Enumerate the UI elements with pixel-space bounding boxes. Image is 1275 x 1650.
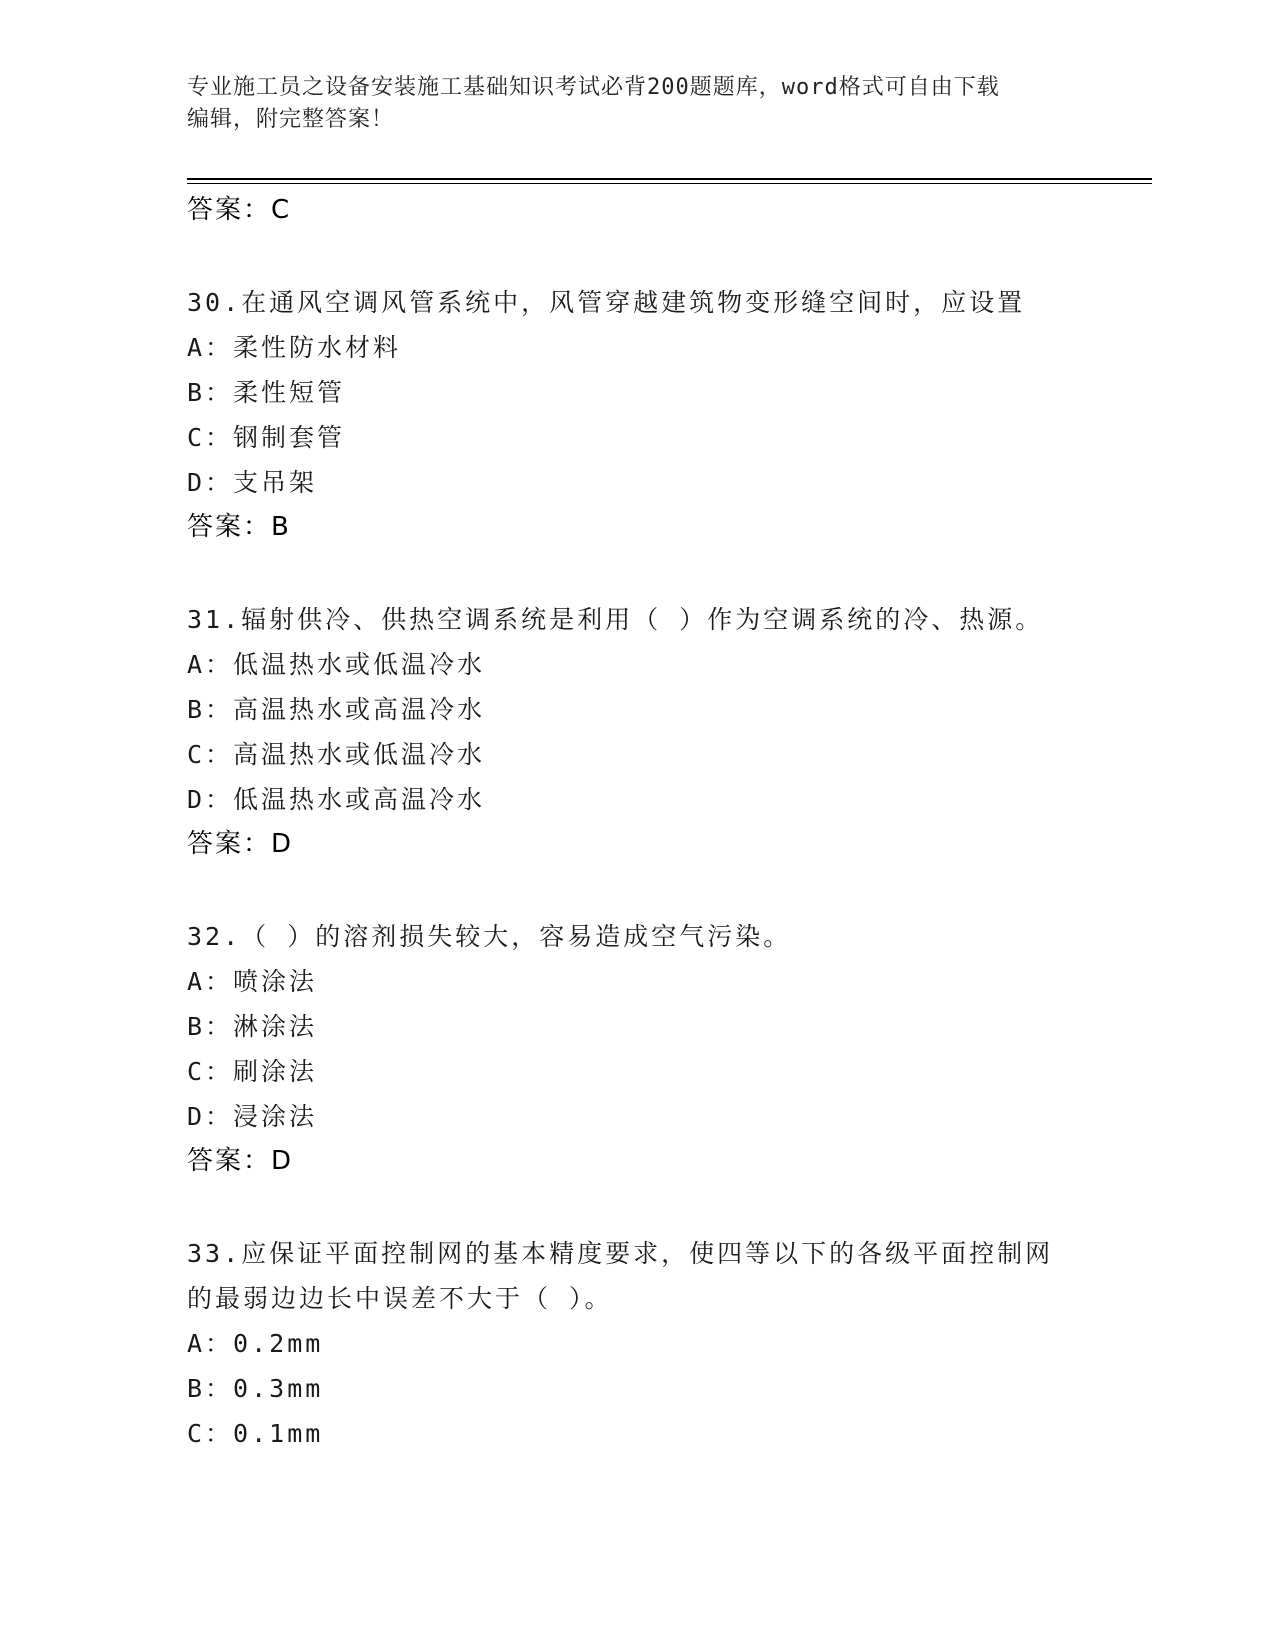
question-stem: 32.（ ）的溶剂损失较大，容易造成空气污染。: [187, 922, 792, 951]
option-c: C：高温热水或低温冷水: [187, 740, 486, 769]
previous-answer: 答案：C: [187, 195, 292, 225]
answer-label: 答案：D: [187, 1146, 294, 1176]
option-c: C：钢制套管: [187, 423, 346, 452]
option-a: A：柔性防水材料: [187, 333, 402, 362]
header-divider-thick: [187, 178, 1152, 180]
option-b: B：柔性短管: [187, 378, 346, 407]
header-line-2: 编辑，附完整答案！: [187, 107, 395, 132]
option-b: B：0.3mm: [187, 1374, 324, 1403]
option-b: B：高温热水或高温冷水: [187, 695, 486, 724]
header-line-1: 专业施工员之设备安装施工基础知识考试必背200题题库，word格式可自由下载: [187, 75, 1000, 100]
option-c: C：0.1mm: [187, 1419, 324, 1448]
answer-label: 答案：B: [187, 512, 291, 542]
question-stem: 31.辐射供冷、供热空调系统是利用（ ）作为空调系统的冷、热源。: [187, 605, 1044, 634]
document-header: [187, 72, 1087, 136]
question-content: [187, 188, 1152, 1456]
answer-label: 答案：D: [187, 829, 294, 859]
option-d: D：支吊架: [187, 468, 318, 497]
header-divider-thin: [187, 183, 1152, 184]
question-stem-line-1: 33.应保证平面控制网的基本精度要求，使四等以下的各级平面控制网: [187, 1239, 1054, 1268]
option-a: A：0.2mm: [187, 1329, 324, 1358]
question-31: [187, 597, 1152, 867]
option-d: D：低温热水或高温冷水: [187, 785, 486, 814]
question-32: [187, 914, 1152, 1184]
question-30: [187, 280, 1152, 550]
question-stem-line-2: 的最弱边边长中误差不大于（ ）。: [187, 1284, 613, 1313]
question-stem: 30.在通风空调风管系统中，风管穿越建筑物变形缝空间时，应设置: [187, 288, 1026, 317]
option-c: C：刷涂法: [187, 1057, 318, 1086]
option-a: A：喷涂法: [187, 967, 318, 996]
option-a: A：低温热水或低温冷水: [187, 650, 486, 679]
question-33: [187, 1231, 1152, 1456]
option-b: B：淋涂法: [187, 1012, 318, 1041]
option-d: D：浸涂法: [187, 1102, 318, 1131]
